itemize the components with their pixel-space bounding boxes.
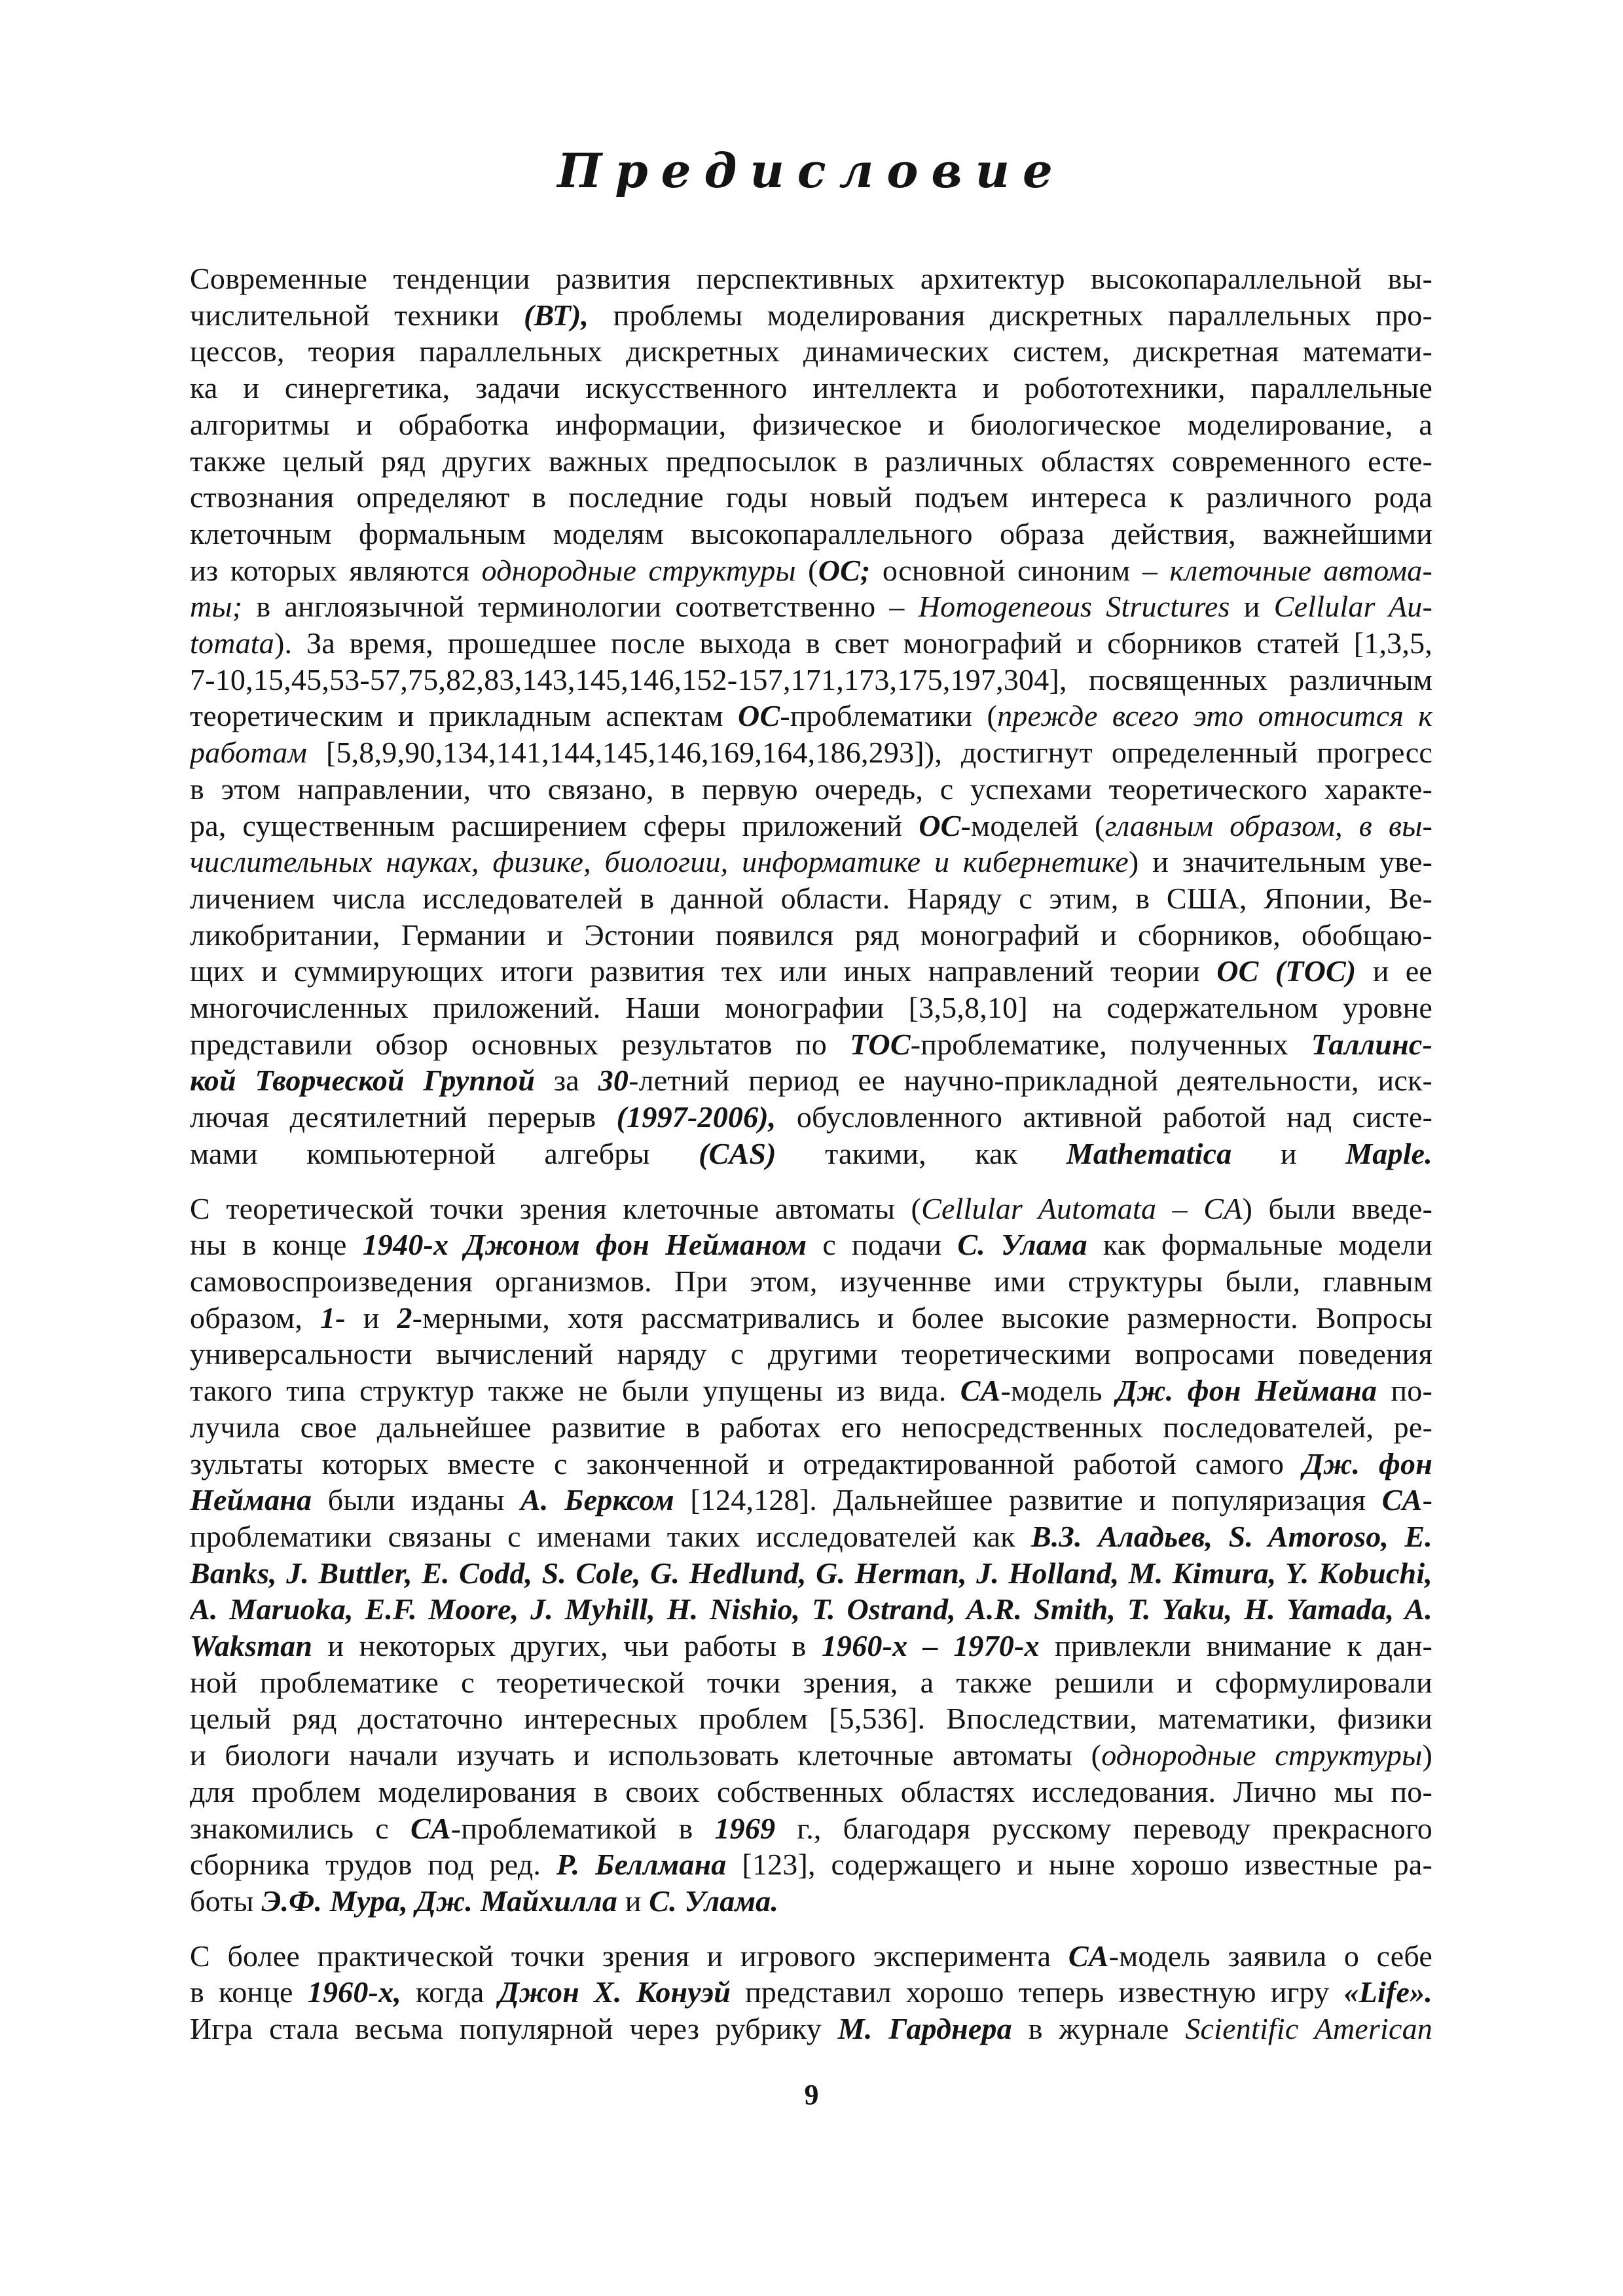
text-run: (ВТ), <box>523 298 589 332</box>
text-run: и биологи начали изучать и использовать клеточные автоматы ( <box>190 1738 1102 1772</box>
text-run: 1960-х, <box>307 1975 401 2009</box>
text-line <box>190 1099 1432 1136</box>
text-run: -проблематике, полученных <box>910 1027 1311 1061</box>
text-run: Scientific American <box>1185 2012 1432 2046</box>
paragraph <box>190 1938 1432 2047</box>
text-line <box>190 1263 1432 1300</box>
text-run: tomata <box>190 626 274 660</box>
text-run: для проблем моделирования в своих собственных областях исследования. Лично мы по- <box>190 1774 1432 1808</box>
text-line <box>190 1026 1432 1063</box>
text-run: -модель заявила о себе <box>1108 1939 1432 1973</box>
text-run: и <box>345 1300 397 1335</box>
text-run: ОС; <box>818 553 871 587</box>
text-run: -моделей ( <box>960 808 1105 842</box>
text-run: щих и суммирующих итоги развития тех или иных направлений теории <box>190 954 1217 988</box>
text-run: прежде всего это относится к <box>997 699 1432 733</box>
text-run: ка и синергетика, задачи искусственного интеллекта и робототехники, параллельные <box>190 371 1432 405</box>
text-run: как формальные модели <box>1087 1228 1432 1262</box>
text-run: и некоторых других, чьи работы в <box>312 1629 822 1663</box>
page-title: Предисловие <box>557 143 1066 198</box>
document-body <box>190 260 1432 2066</box>
text-run: - <box>1422 1483 1432 1517</box>
text-run: Таллинс- <box>1311 1027 1432 1061</box>
text-run: ОС <box>738 699 780 733</box>
text-line <box>190 844 1432 880</box>
text-line <box>190 260 1432 297</box>
text-run: и <box>617 1884 649 1918</box>
text-run: ликобритании, Германии и Эстонии появился ряд монографий и сборников, обобщаю- <box>190 918 1432 952</box>
text-run: такого типа структур также не были упущены из вида. <box>190 1374 960 1408</box>
text-run: теоретическим и прикладным аспектам <box>190 699 739 733</box>
text-run: ты; <box>190 590 243 624</box>
text-run: цессов, теория параллельных дискретных динамических систем, дискретная математи- <box>190 334 1432 368</box>
text-run: [124,128]. Дальнейшее развитие и популяризация <box>674 1483 1382 1517</box>
text-line <box>190 953 1432 990</box>
text-line <box>190 880 1432 917</box>
text-line <box>190 1062 1432 1099</box>
text-line <box>190 333 1432 370</box>
text-line <box>190 588 1432 625</box>
text-line <box>190 1700 1432 1737</box>
text-run: в журнале <box>1012 2012 1186 2046</box>
text-run: представили обзор основных результатов по <box>190 1027 850 1061</box>
text-run: клеточные автома- <box>1169 553 1432 587</box>
text-run: Waksman <box>190 1629 313 1663</box>
text-run: однородные структуры <box>1101 1738 1423 1772</box>
text-line <box>190 1227 1432 1263</box>
text-run: ( <box>795 553 818 587</box>
text-line <box>190 479 1432 516</box>
text-line <box>190 1664 1432 1701</box>
text-run: когда <box>401 1975 499 2009</box>
text-run: Banks, J. Buttler, E. Codd, S. Cole, G. Hedlund, G. Herman, J. Holland, M. Kimura, Y. Kobuchi, <box>190 1556 1432 1590</box>
text-run: A. Maruoka, E.F. Moore, J. Myhill, H. Nishio, T. Ostrand, A.R. Smith, T. Yaku, H. Yamada, A. <box>190 1592 1432 1626</box>
text-line <box>190 625 1432 662</box>
text-line <box>190 1446 1432 1482</box>
text-run: -проблематики ( <box>780 699 998 733</box>
text-run: В.З. Аладьев, S. Amoroso, E. <box>1030 1519 1432 1553</box>
text-run: 1960-х – 1970-х <box>821 1629 1040 1663</box>
text-run: Джон Х. Конуэй <box>498 1975 731 2009</box>
text-run: образом, <box>190 1300 321 1335</box>
text-run: Дж. фон Неймана <box>1116 1374 1377 1408</box>
text-run: Homogeneous Structures <box>918 590 1230 624</box>
text-line <box>190 1883 1432 1920</box>
text-run: числительной техники <box>190 298 524 332</box>
text-run: основной синоним – <box>870 553 1170 587</box>
text-line <box>190 370 1432 406</box>
text-run: г., благодаря русскому переводу прекрасного <box>775 1811 1432 1845</box>
text-line <box>190 552 1432 589</box>
text-run: За время, прошедшее после выхода в свет монографий и сборников статей [1,3,5, <box>292 626 1432 660</box>
text-line <box>190 443 1432 480</box>
page-number: 9 <box>804 2079 819 2111</box>
text-run: сборника трудов под ред. <box>190 1848 556 1882</box>
text-run: 1940-х Джоном фон Нейманом <box>362 1228 807 1262</box>
text-line <box>190 1191 1432 1227</box>
text-run: кой Творческой Группой <box>190 1064 536 1098</box>
text-run: [5,8,9,90,134,141,144,145,146,169,164,186,293]), достигнут определенный прогресс <box>307 736 1432 770</box>
text-line <box>190 1136 1432 1172</box>
text-run: Дж. фон <box>1302 1446 1432 1480</box>
text-run: С. Улама <box>957 1228 1087 1262</box>
text-run: ). <box>274 626 293 660</box>
text-line <box>190 1591 1432 1628</box>
paragraph <box>190 1191 1432 1920</box>
text-run: проблематики связаны с именами таких исследователей как <box>190 1519 1031 1553</box>
text-line <box>190 2011 1432 2047</box>
text-run: «Life». <box>1343 1975 1432 2009</box>
text-run: (1997-2006), <box>616 1100 776 1134</box>
text-line <box>190 808 1432 844</box>
text-run: алгоритмы и обработка информации, физическое и биологическое моделирование, а <box>190 407 1432 441</box>
text-run: С. Улама. <box>649 1884 779 1918</box>
text-run: -летний период ее научно-прикладной деятельности, иск- <box>629 1064 1432 1098</box>
text-run: (CAS) <box>699 1136 776 1170</box>
text-run: -мерными, хотя рассматривались и более высокие размерности. Вопросы <box>412 1300 1432 1335</box>
text-run: и ее <box>1356 954 1432 988</box>
text-run: также целый ряд других важных предпосылок в различных областях современного есте- <box>190 444 1432 478</box>
text-run: клеточным формальным моделям высокопараллельного образа действия, важнейшими <box>190 516 1432 550</box>
text-run: ной проблематике с теоретической точки зрения, а также решили и сформулировали <box>190 1665 1432 1699</box>
text-run: обусловленного активной работой над систе- <box>776 1100 1432 1134</box>
text-run: С более практической точки зрения и игрового эксперимента <box>190 1939 1068 1973</box>
text-run: CA <box>1381 1483 1423 1517</box>
text-run: Неймана <box>190 1483 312 1517</box>
text-run: ТОС <box>850 1027 911 1061</box>
text-line <box>190 1737 1432 1774</box>
text-line <box>190 1482 1432 1518</box>
text-run: Э.Ф. Мура, Дж. Майхилла <box>261 1884 618 1918</box>
text-run: -модель <box>1000 1374 1116 1408</box>
text-run: Cellular Au- <box>1273 590 1432 624</box>
text-run: зультаты которых вместе с законченной и отредактированной работой самого <box>190 1446 1303 1480</box>
text-run: С теоретической точки зрения клеточные автоматы ( <box>190 1191 922 1225</box>
text-run: Maple. <box>1345 1136 1432 1170</box>
text-run: многочисленных приложений. Наши монографии [3,5,8,10] на содержательном уровне <box>190 991 1432 1025</box>
text-run: были изданы <box>312 1483 521 1517</box>
text-run: и <box>1230 590 1274 624</box>
text-line <box>190 1336 1432 1372</box>
text-line <box>190 297 1432 334</box>
text-run: работам <box>190 736 308 770</box>
text-line <box>190 734 1432 771</box>
text-run: боты <box>190 1884 262 1918</box>
paragraph <box>190 260 1432 1172</box>
text-run: привлекли внимание к дан- <box>1039 1629 1432 1663</box>
text-run: CA <box>1068 1939 1109 1973</box>
text-run: 2 <box>397 1300 412 1335</box>
text-line <box>190 662 1432 698</box>
text-run: знакомились с <box>190 1811 410 1845</box>
text-run: за <box>535 1064 598 1098</box>
text-run: ) и значительным уве- <box>1128 845 1432 879</box>
text-run: ОС <box>919 808 961 842</box>
text-run: 7-10,15,45,53-57,75,82,83,143,145,146,152-157,171,173,175,197,304], посвященных различным <box>190 662 1432 696</box>
text-line <box>190 1555 1432 1592</box>
text-run: Современные тенденции развития перспективных архитектур высокопараллельной вы- <box>190 262 1432 295</box>
text-run: числительных науках, физике, биологии, информатике и кибернетике <box>190 845 1129 879</box>
text-run: Р. Беллмана <box>556 1848 727 1882</box>
text-line <box>190 1518 1432 1555</box>
text-run: ) <box>1422 1738 1432 1772</box>
text-run: целый ряд достаточно интересных проблем [5,536]. Впоследствии, математики, физики <box>190 1702 1432 1736</box>
text-line <box>190 1628 1432 1664</box>
text-line <box>190 990 1432 1026</box>
text-run: 1969 <box>714 1811 776 1845</box>
text-run: -проблематикой в <box>450 1811 715 1845</box>
text-run: ра, существенным расширением сферы приложений <box>190 808 919 842</box>
text-run: 1- <box>320 1300 346 1335</box>
text-run: [123], содержащего и ныне хорошо известные ра- <box>726 1848 1432 1882</box>
text-run: CA <box>410 1811 451 1845</box>
text-run: в этом направлении, что связано, в первую очередь, с успехами теоретического характе- <box>190 772 1432 806</box>
text-run: М. Гарднера <box>837 2012 1012 2046</box>
text-run: ) были введе- <box>1242 1191 1432 1225</box>
text-line <box>190 1846 1432 1883</box>
text-run: ОС (ТОС) <box>1216 954 1357 988</box>
text-run: лючая десятилетний перерыв <box>190 1100 617 1134</box>
text-run: с подачи <box>807 1228 958 1262</box>
text-run: и <box>1231 1136 1346 1170</box>
text-line <box>190 771 1432 808</box>
text-line <box>190 1774 1432 1810</box>
text-line <box>190 1938 1432 1975</box>
text-run: личением числа исследователей в данной области. Наряду с этим, в США, Японии, Ве- <box>190 881 1432 915</box>
text-run: ствознания определяют в последние годы новый подъем интереса к различного рода <box>190 480 1432 514</box>
text-run: из которых являются <box>190 553 482 587</box>
text-run: CA <box>960 1374 1001 1408</box>
text-line <box>190 406 1432 443</box>
text-run: такими, как <box>776 1136 1067 1170</box>
text-run: представил хорошо теперь известную игру <box>730 1975 1344 2009</box>
text-run: 30 <box>598 1064 629 1098</box>
text-run: мами компьютерной алгебры <box>190 1136 699 1170</box>
text-run: Cellular Automata – CA <box>921 1191 1243 1225</box>
text-run: самовоспроизведения организмов. При этом, изученнве ими структуры были, главным <box>190 1264 1432 1298</box>
text-run: лучила свое дальнейшее развитие в работах его непосредственных последователей, ре- <box>190 1410 1432 1444</box>
text-line <box>190 1372 1432 1409</box>
text-run: А. Берксом <box>520 1483 674 1517</box>
text-line <box>190 1409 1432 1446</box>
text-run: главным образом, в вы- <box>1104 808 1432 842</box>
text-run: Игра стала весьма популярной через рубрику <box>190 2012 838 2046</box>
text-run: ны в конце <box>190 1228 363 1262</box>
text-line <box>190 917 1432 954</box>
text-line <box>190 698 1432 734</box>
text-line <box>190 1300 1432 1336</box>
text-line <box>190 516 1432 552</box>
text-run: в конце <box>190 1975 308 2009</box>
text-line <box>190 1974 1432 2011</box>
text-run: проблемы моделирования дискретных параллельных про- <box>589 298 1432 332</box>
text-line <box>190 1810 1432 1847</box>
text-run: универсальности вычислений наряду с другими теоретическими вопросами поведения <box>190 1337 1432 1371</box>
text-run: Mathematica <box>1066 1136 1232 1170</box>
text-run: по- <box>1377 1374 1432 1408</box>
text-run: однородные структуры <box>481 553 796 587</box>
text-run: в англоязычной терминологии соответственно – <box>242 590 919 624</box>
